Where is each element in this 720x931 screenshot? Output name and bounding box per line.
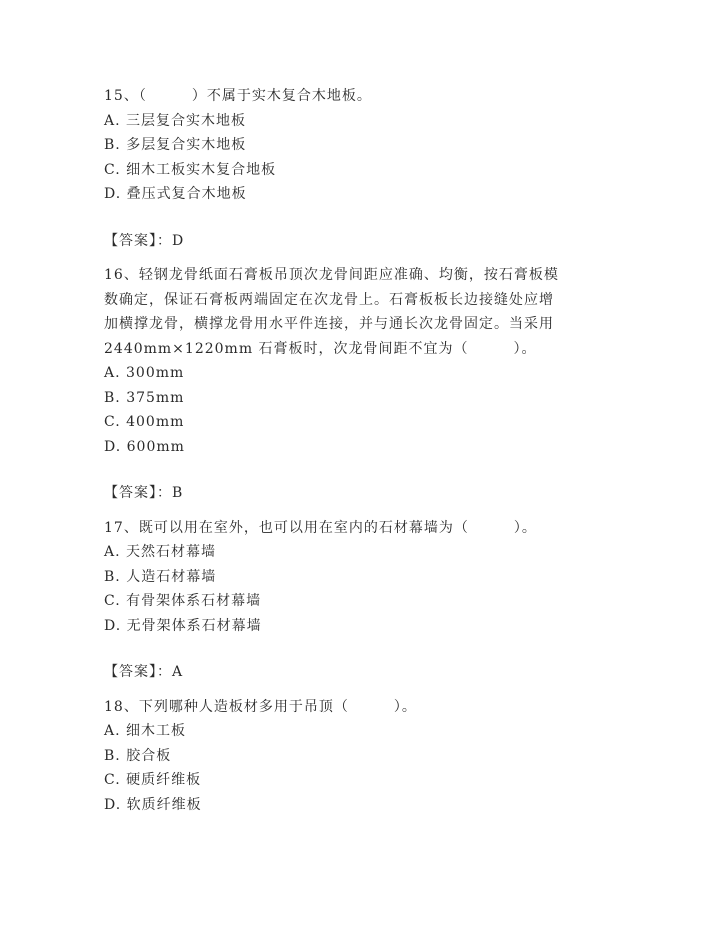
question-17 xyxy=(104,516,624,685)
question-stem: 18、下列哪种人造板材多用于吊顶（ ）。 xyxy=(104,698,417,715)
question-stem-line: 2440mm×1220mm 石膏板时，次龙骨间距不宜为（ ）。 xyxy=(104,340,537,357)
question-stem-line: 加横撑龙骨，横撑龙骨用水平件连接，并与通长次龙骨固定。当采用 xyxy=(104,316,554,332)
option-b: B. 人造石材幕墙 xyxy=(104,568,217,585)
option-b: B. 胶合板 xyxy=(104,747,172,764)
answer-label: 【答案】：D xyxy=(104,232,185,249)
question-stem: 15、（ ）不属于实木复合木地板。 xyxy=(104,88,372,104)
option-b: B. 多层复合实木地板 xyxy=(104,137,247,153)
answer-label: 【答案】：B xyxy=(104,485,184,501)
option-c: C. 硬质纤维板 xyxy=(104,772,202,788)
option-c: C. 细木工板实木复合地板 xyxy=(104,161,277,178)
option-a: A. 300mm xyxy=(104,365,185,381)
option-a: A. 天然石材幕墙 xyxy=(104,544,217,560)
question-16 xyxy=(104,263,624,506)
option-d: D. 软质纤维板 xyxy=(104,796,202,813)
question-15 xyxy=(104,84,624,253)
question-stem-line: 数确定，保证石膏板两端固定在次龙骨上。石膏板板长边接缝处应增 xyxy=(104,291,554,308)
option-d: D. 叠压式复合木地板 xyxy=(104,186,247,202)
exam-page xyxy=(104,84,624,817)
question-stem: 17、既可以用在室外，也可以用在室内的石材幕墙为（ ）。 xyxy=(104,519,537,536)
option-b: B. 375mm xyxy=(104,389,185,406)
answer-label: 【答案】：A xyxy=(104,664,184,680)
option-c: C. 有骨架体系石材幕墙 xyxy=(104,593,262,609)
option-c: C. 400mm xyxy=(104,414,185,430)
option-d: D. 600mm xyxy=(104,438,185,455)
question-stem-line: 16、轻钢龙骨纸面石膏板吊顶次龙骨间距应准确、均衡，按石膏板模 xyxy=(104,267,559,283)
option-a: A. 三层复合实木地板 xyxy=(104,112,247,129)
question-18 xyxy=(104,695,624,818)
option-a: A. 细木工板 xyxy=(104,723,187,739)
option-d: D. 无骨架体系石材幕墙 xyxy=(104,617,262,634)
